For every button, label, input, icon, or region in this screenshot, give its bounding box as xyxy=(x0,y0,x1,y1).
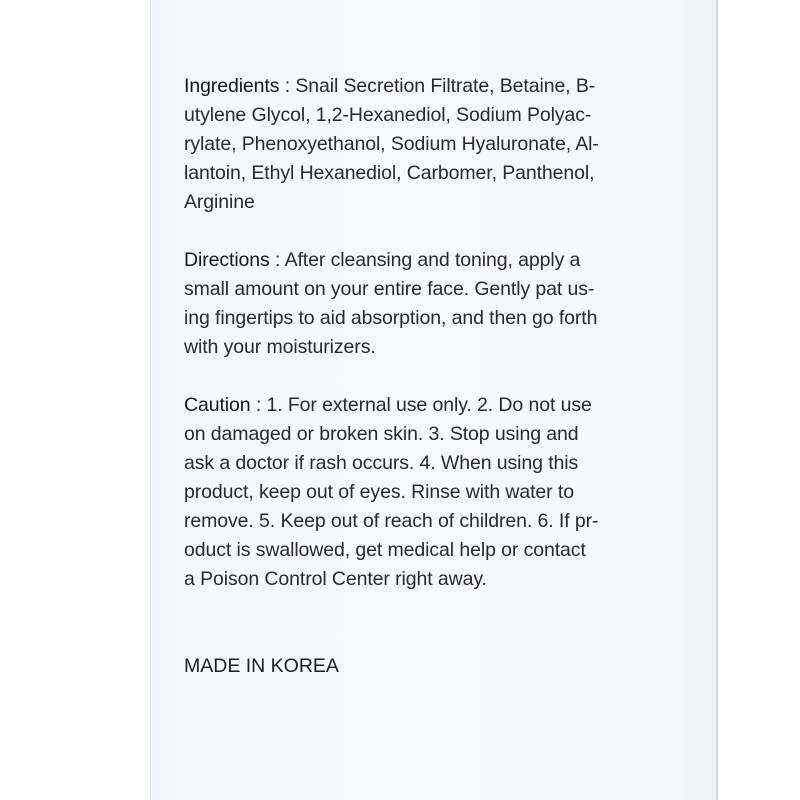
caution-line: remove. 5. Keep out of reach of children. 6. If pr- xyxy=(184,510,599,532)
caution-line: Caution : 1. For external use only. 2. Do not use xyxy=(184,394,592,416)
ingredients-line: utylene Glycol, 1,2-Hexanediol, Sodium Polyac- xyxy=(184,104,592,126)
directions-label: Directions xyxy=(184,249,270,271)
caution-line: product, keep out of eyes. Rinse with water to xyxy=(184,481,574,503)
ingredients-line: Arginine xyxy=(184,191,255,213)
directions-paragraph xyxy=(184,246,664,362)
caution-line: ask a doctor if rash occurs. 4. When using this xyxy=(184,452,579,474)
ingredients-paragraph xyxy=(184,72,664,217)
made-in-korea-text: MADE IN KOREA xyxy=(184,655,339,677)
directions-line: with your moisturizers. xyxy=(184,336,376,358)
caution-line: on damaged or broken skin. 3. Stop using and xyxy=(184,423,579,445)
ingredients-line: rylate, Phenoxyethanol, Sodium Hyaluronate, Al- xyxy=(184,133,599,155)
background-right xyxy=(718,0,800,800)
ingredients-line: lantoin, Ethyl Hexanediol, Carbomer, Panthenol, xyxy=(184,162,595,184)
caution-label: Caution xyxy=(184,394,251,416)
caution-paragraph xyxy=(184,391,664,594)
caution-line: a Poison Control Center right away. xyxy=(184,568,487,590)
directions-line: Directions : After cleansing and toning, apply a xyxy=(184,249,581,271)
directions-line: small amount on your entire face. Gently pat us- xyxy=(184,278,595,300)
ingredients-label: Ingredients xyxy=(184,75,280,97)
background-left xyxy=(0,0,150,800)
directions-line: ing fingertips to aid absorption, and then go forth xyxy=(184,307,598,329)
caution-line: oduct is swallowed, get medical help or contact xyxy=(184,539,586,561)
ingredients-line: Ingredients : Snail Secretion Filtrate, Betaine, B- xyxy=(184,75,596,97)
